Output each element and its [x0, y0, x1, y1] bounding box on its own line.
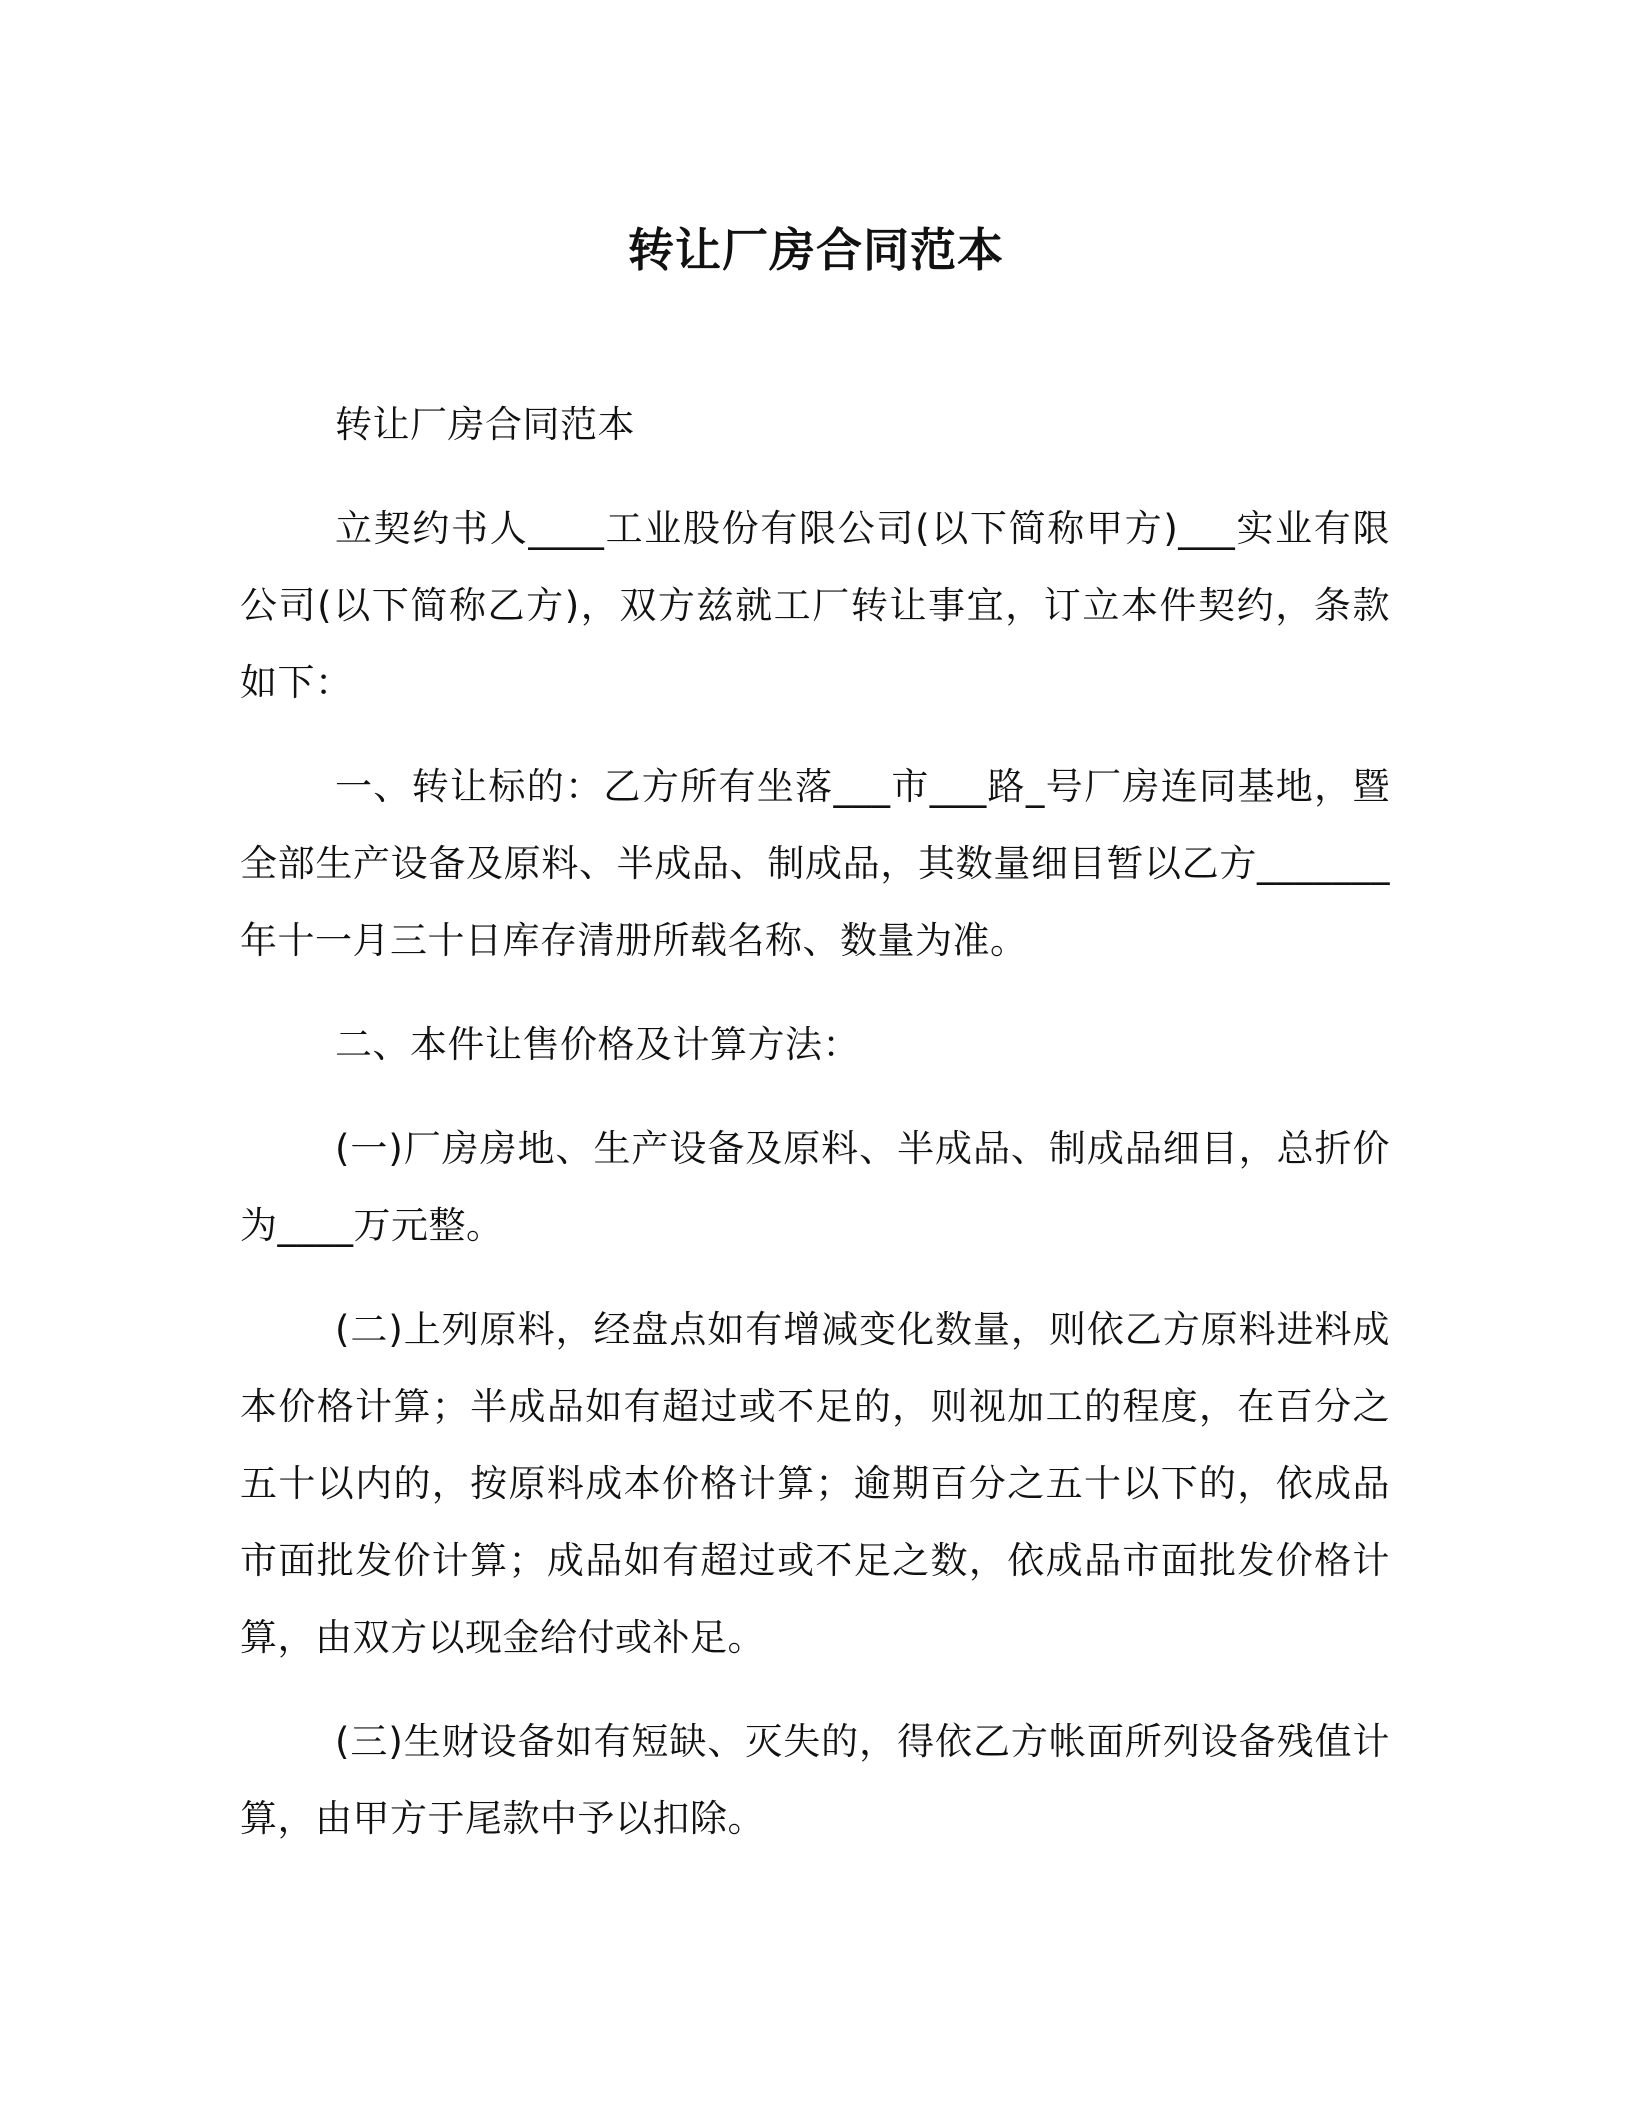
- paragraph-clause-2-3: (三)生财设备如有短缺、灭失的，得依乙方帐面所列设备残值计算，由甲方于尾款中予以扣除。: [240, 1720, 1390, 1840]
- paragraph-clause-1: 一、转让标的：乙方所有坐落___市___路_号厂房连同基地，暨全部生产设备及原料、半成品、制成品，其数量细目暂以乙方_______年十一月三十日库存清册所载名称、数量为准。: [240, 765, 1390, 962]
- document-body: [240, 386, 1390, 1884]
- paragraph-clause-2-1: (一)厂房房地、生产设备及原料、半成品、制成品细目，总折价为____万元整。: [240, 1127, 1390, 1247]
- paragraph-parties: 立契约书人____工业股份有限公司(以下简称甲方)___实业有限公司(以下简称乙方)，双方兹就工厂转让事宜，订立本件契约，条款如下：: [240, 507, 1390, 704]
- document-title: 转让厂房合同范本: [628, 223, 1004, 277]
- paragraph-clause-2-heading: 二、本件让售价格及计算方法：: [335, 1023, 860, 1066]
- paragraph-clause-2-2: (二)上列原料，经盘点如有增减变化数量，则依乙方原料进料成本价格计算；半成品如有超过或不足的，则视加工的程度，在百分之五十以内的，按原料成本价格计算；逾期百分之五十以下的，依成品市面批发价计算；成品如有超过或不足之数，依成品市面批发价格计算，由双方以现金给付或补足。: [240, 1308, 1390, 1659]
- paragraph-subtitle: 转让厂房合同范本: [335, 403, 635, 446]
